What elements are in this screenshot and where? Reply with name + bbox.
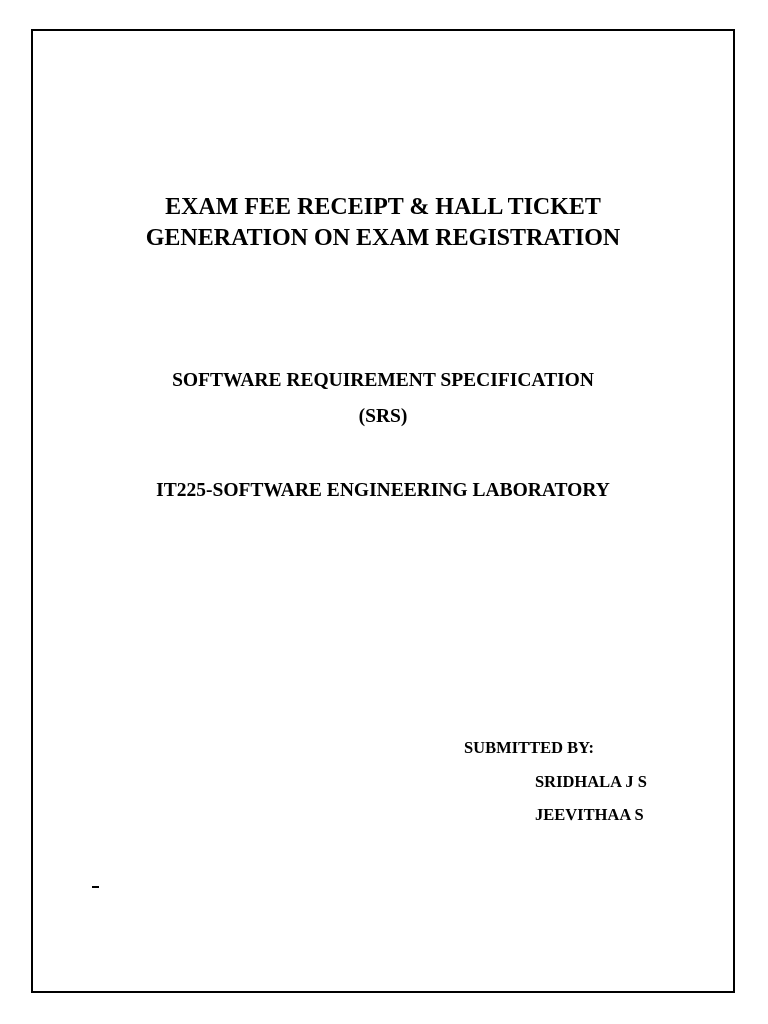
page-border — [31, 29, 735, 993]
stray-dash-mark — [92, 886, 99, 888]
submitted-by-label: SUBMITTED BY: — [464, 738, 595, 757]
document-title — [31, 192, 735, 254]
course-name: IT225-SOFTWARE ENGINEERING LABORATORY — [156, 480, 610, 501]
document-subtitle-abbreviation: (SRS) — [358, 406, 408, 427]
title-line: GENERATION ON EXAM REGISTRATION — [145, 225, 621, 251]
title-line: EXAM FEE RECEIPT & HALL TICKET — [165, 194, 601, 220]
member-name: SRIDHALA J S — [535, 772, 647, 791]
member-name: JEEVITHAA S — [535, 805, 644, 824]
document-subtitle: SOFTWARE REQUIREMENT SPECIFICATION — [172, 370, 594, 391]
